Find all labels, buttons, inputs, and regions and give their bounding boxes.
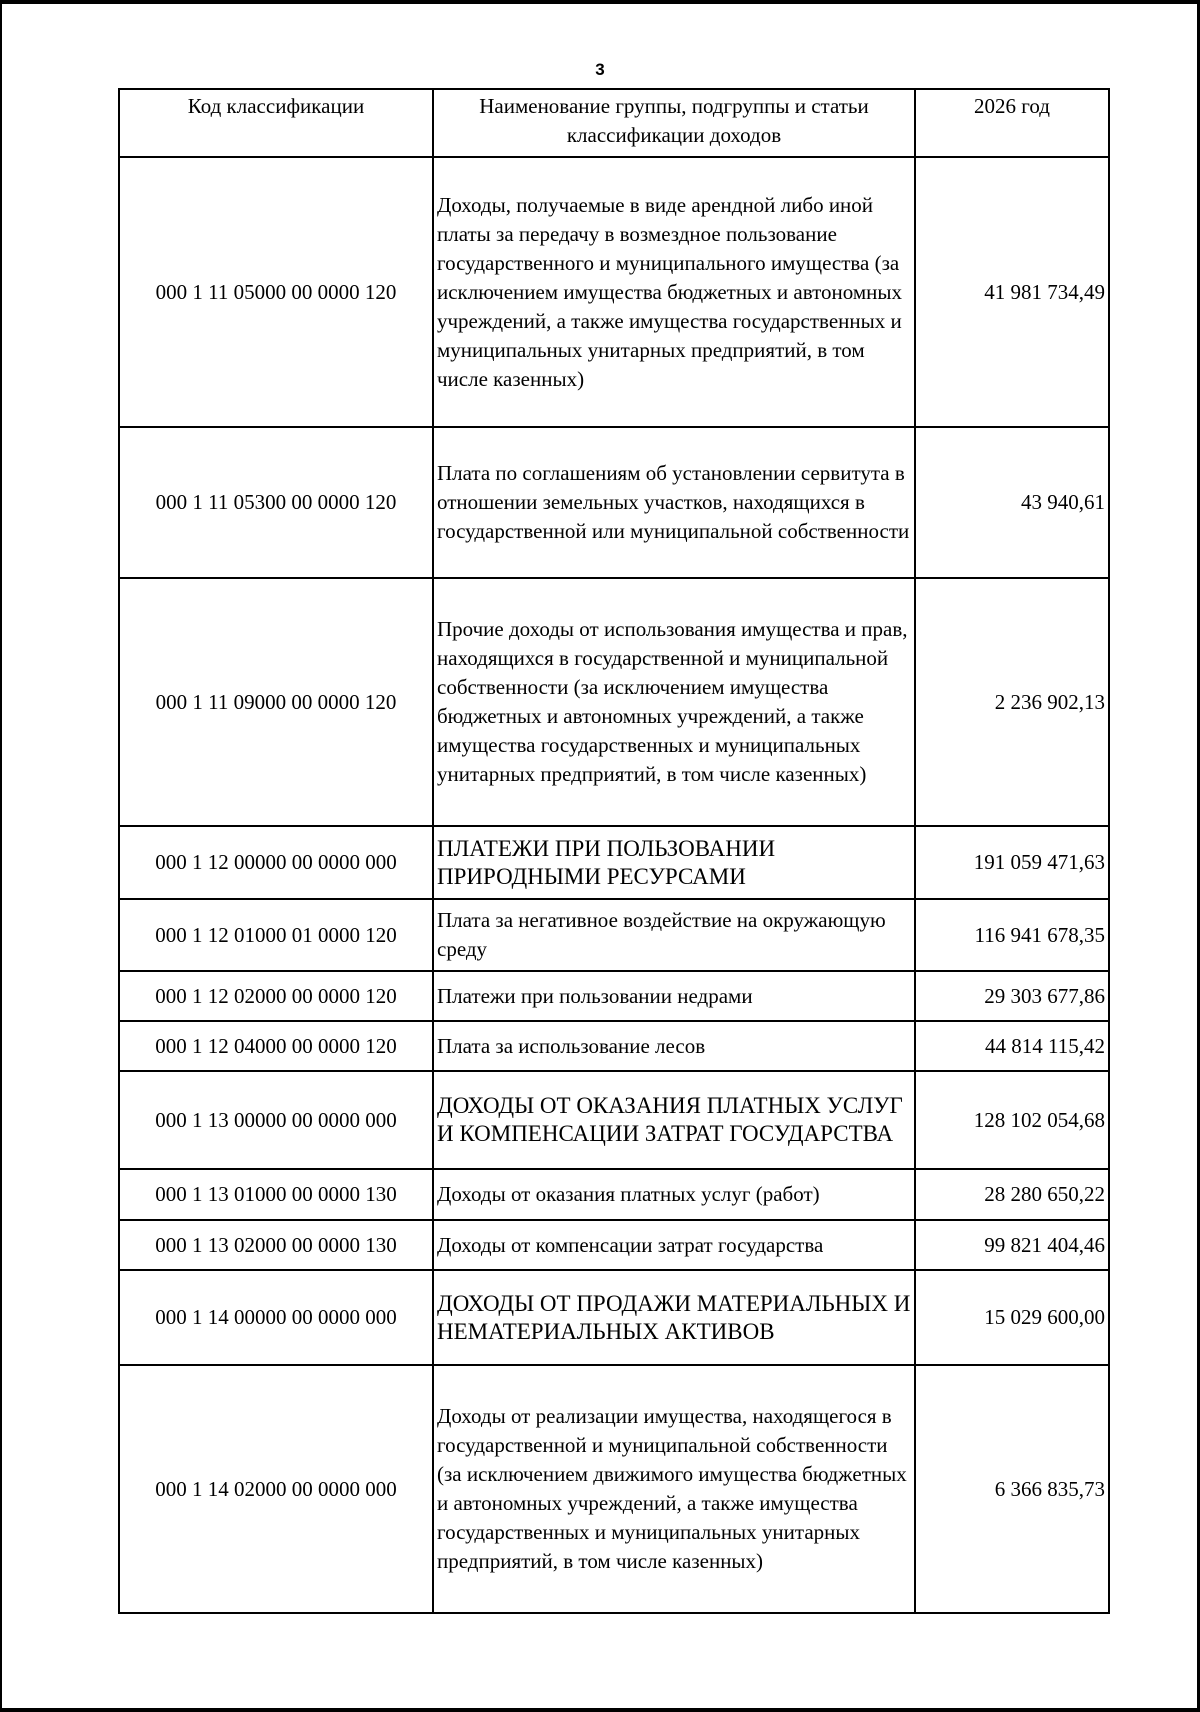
table-row	[119, 1021, 1109, 1071]
row-code: 000 1 12 04000 00 0000 120	[119, 1021, 433, 1071]
table-row	[119, 157, 1109, 427]
table-row	[119, 1220, 1109, 1270]
row-name: ДОХОДЫ ОТ ПРОДАЖИ МАТЕРИАЛЬНЫХ И НЕМАТЕРИАЛЬНЫХ АКТИВОВ	[433, 1270, 915, 1365]
row-name: Платежи при пользовании недрами	[433, 971, 915, 1021]
page-number: 3	[595, 60, 605, 79]
header-name: Наименование группы, подгруппы и статьи классификации доходов	[433, 89, 915, 157]
row-amount: 2 236 902,13	[915, 578, 1109, 826]
table-row	[119, 826, 1109, 899]
row-amount: 15 029 600,00	[915, 1270, 1109, 1365]
row-code: 000 1 13 00000 00 0000 000	[119, 1071, 433, 1169]
table-row	[119, 427, 1109, 578]
row-amount: 128 102 054,68	[915, 1071, 1109, 1169]
table-row	[119, 971, 1109, 1021]
row-code: 000 1 12 00000 00 0000 000	[119, 826, 433, 899]
row-code: 000 1 13 01000 00 0000 130	[119, 1169, 433, 1220]
row-amount: 191 059 471,63	[915, 826, 1109, 899]
row-name: Доходы от реализации имущества, находящегося в государственной и муниципальной собственности (за исключением движимого имущества бюджетных и автономных учреждений, а также имущества государственных и муниципальных унитарных предприятий, в том числе казенных)	[433, 1365, 915, 1613]
row-name: ДОХОДЫ ОТ ОКАЗАНИЯ ПЛАТНЫХ УСЛУГ И КОМПЕНСАЦИИ ЗАТРАТ ГОСУДАРСТВА	[433, 1071, 915, 1169]
row-name: ПЛАТЕЖИ ПРИ ПОЛЬЗОВАНИИ ПРИРОДНЫМИ РЕСУРСАМИ	[433, 826, 915, 899]
row-amount: 28 280 650,22	[915, 1169, 1109, 1220]
header-amount: 2026 год	[915, 89, 1109, 157]
row-name: Доходы от оказания платных услуг (работ)	[433, 1169, 915, 1220]
row-amount: 44 814 115,42	[915, 1021, 1109, 1071]
table-row	[119, 899, 1109, 971]
row-name: Прочие доходы от использования имущества и прав, находящихся в государственной и муниципальной собственности (за исключением имущества бюджетных и автономных учреждений, а также имущества государственных и муниципальных унитарных предприятий, в том числе казенных)	[433, 578, 915, 826]
row-name: Плата по соглашениям об установлении сервитута в отношении земельных участков, находящихся в государственной или муниципальной собственности	[433, 427, 915, 578]
row-amount: 43 940,61	[915, 427, 1109, 578]
table-row	[119, 578, 1109, 826]
row-code: 000 1 12 02000 00 0000 120	[119, 971, 433, 1021]
table-row	[119, 1071, 1109, 1169]
row-amount: 99 821 404,46	[915, 1220, 1109, 1270]
income-table	[118, 88, 1110, 1614]
row-name: Плата за негативное воздействие на окружающую среду	[433, 899, 915, 971]
row-code: 000 1 12 01000 01 0000 120	[119, 899, 433, 971]
row-code: 000 1 11 05000 00 0000 120	[119, 157, 433, 427]
row-code: 000 1 14 00000 00 0000 000	[119, 1270, 433, 1365]
table-row	[119, 1169, 1109, 1220]
row-code: 000 1 14 02000 00 0000 000	[119, 1365, 433, 1613]
row-amount: 6 366 835,73	[915, 1365, 1109, 1613]
row-amount: 29 303 677,86	[915, 971, 1109, 1021]
row-name: Плата за использование лесов	[433, 1021, 915, 1071]
row-amount: 116 941 678,35	[915, 899, 1109, 971]
table-header-row	[119, 89, 1109, 157]
row-amount: 41 981 734,49	[915, 157, 1109, 427]
table-row	[119, 1270, 1109, 1365]
row-name: Доходы от компенсации затрат государства	[433, 1220, 915, 1270]
table-row	[119, 1365, 1109, 1613]
row-code: 000 1 11 09000 00 0000 120	[119, 578, 433, 826]
header-code: Код классификации	[119, 89, 433, 157]
row-name: Доходы, получаемые в виде арендной либо иной платы за передачу в возмездное пользование государственного и муниципального имущества (за исключением имущества бюджетных и автономных учреждений, а также имущества государственных и муниципальных унитарных предприятий, в том числе казенных)	[433, 157, 915, 427]
row-code: 000 1 11 05300 00 0000 120	[119, 427, 433, 578]
row-code: 000 1 13 02000 00 0000 130	[119, 1220, 433, 1270]
